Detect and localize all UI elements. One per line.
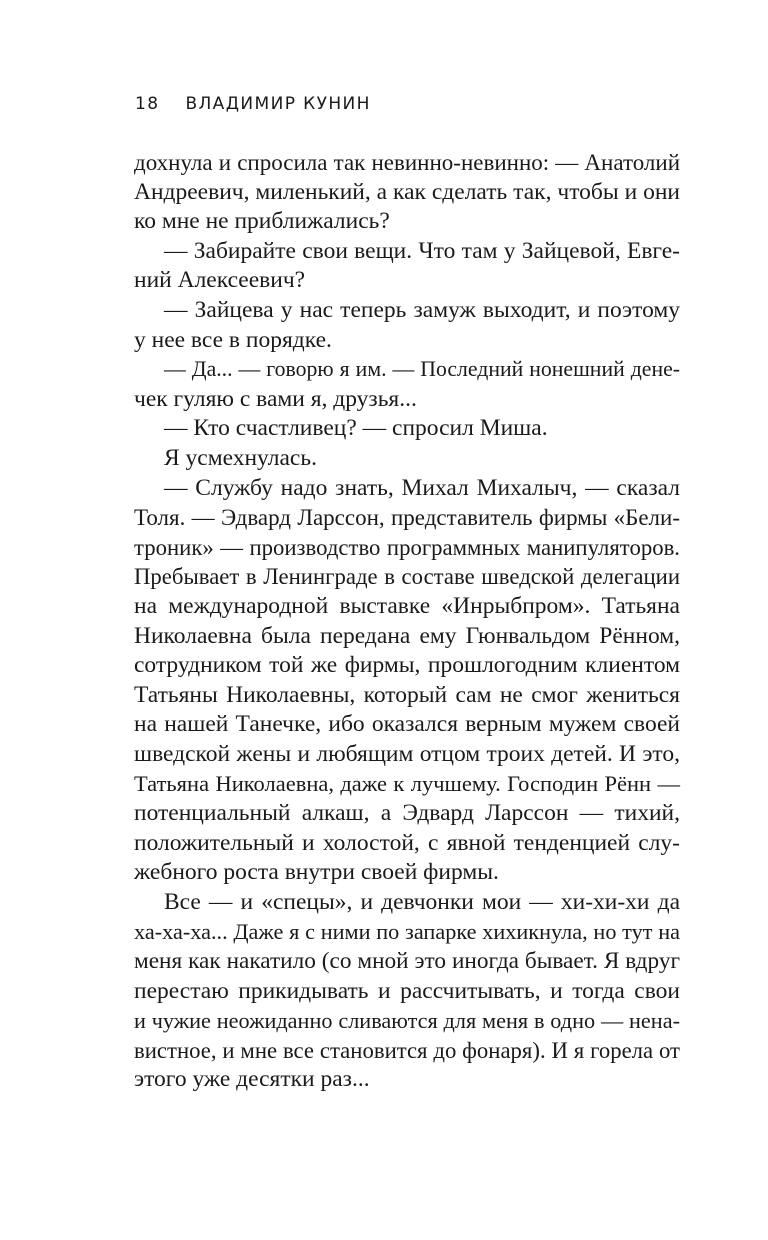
body-text — [134, 148, 680, 1095]
text-line: — Забирайте свои вещи. Что там у Зайцевой, Евге- — [164, 237, 680, 264]
text-line: ний Алексеевич? — [134, 267, 306, 294]
text-line: — Службу надо знать, Михал Михалыч, — сказал — [164, 474, 680, 501]
text-line: Все — и «спецы», и девчонки мои — хи-хи-хи да — [164, 888, 680, 915]
text-line: этого уже десятки раз... — [134, 1066, 370, 1093]
text-line: ко мне не приближались? — [134, 208, 390, 235]
text-line: Татьяна Николаевна, даже к лучшему. Господин Рённ — — [134, 771, 680, 797]
text-line: на нашей Танечке, ибо оказался верным мужем своей — [134, 711, 680, 738]
running-head — [135, 94, 371, 114]
text-line: дохнула и спросила так невинно-невинно: — Анатолий — [134, 150, 680, 175]
text-line: — Зайцева у нас теперь замуж выходит, и поэтому — [164, 296, 680, 323]
text-line: перестаю прикидывать и рассчитывать, и тогда свои — [134, 977, 680, 1004]
text-line: и чужие неожиданно сливаются для меня в одно — нена- — [134, 1008, 680, 1034]
text-line: положительный и холостой, с явной тенденцией слу- — [134, 829, 680, 856]
text-line: Пребывает в Ленинграде в составе шведской делегации — [134, 564, 680, 590]
text-line: Я усмехнулась. — [164, 444, 317, 471]
text-line: — Да... — говорю я им. — Последний нонешний дене- — [164, 357, 680, 382]
text-line: на международной выставке «Инрыбпром». Татьяна — [134, 592, 680, 619]
text-line: сотрудником той же фирмы, прошлогодним клиентом — [134, 652, 680, 679]
text-line: меня как накатило (со мной это иногда бывает. Я вдруг — [134, 948, 680, 975]
text-line: шведской жены и любящим отцом троих детей. И это, — [134, 740, 680, 767]
text-line: Татьяны Николаевны, который сам не смог жениться — [134, 681, 680, 708]
text-line: — Кто счастливец? — спросил Миша. — [164, 415, 548, 442]
author-name: ВЛАДИМИР КУНИН — [185, 94, 371, 114]
text-line: троник» — производство программных манипуляторов. — [134, 534, 680, 560]
text-line: Николаевна была передана ему Гюнвальдом Рённом, — [134, 622, 680, 649]
text-line: жебного роста внутри своей фирмы. — [134, 859, 499, 886]
text-line: вистное, и мне все становится до фонаря). И я горела от — [134, 1037, 680, 1063]
text-line: у нее все в порядке. — [134, 326, 332, 353]
text-line: чек гуляю с вами я, друзья... — [134, 385, 417, 412]
text-line: Андреевич, миленький, а как сделать так, чтобы и они — [134, 178, 680, 205]
text-line: Толя. — Эдвард Ларссон, представитель фирмы «Бели- — [134, 505, 680, 531]
text-line: потенциальный алкаш, а Эдвард Ларссон — тихий, — [134, 800, 680, 827]
page-number: 18 — [135, 94, 160, 114]
text-line: ха-ха-ха... Даже я с ними по запарке хихикнула, но тут на — [134, 919, 680, 945]
